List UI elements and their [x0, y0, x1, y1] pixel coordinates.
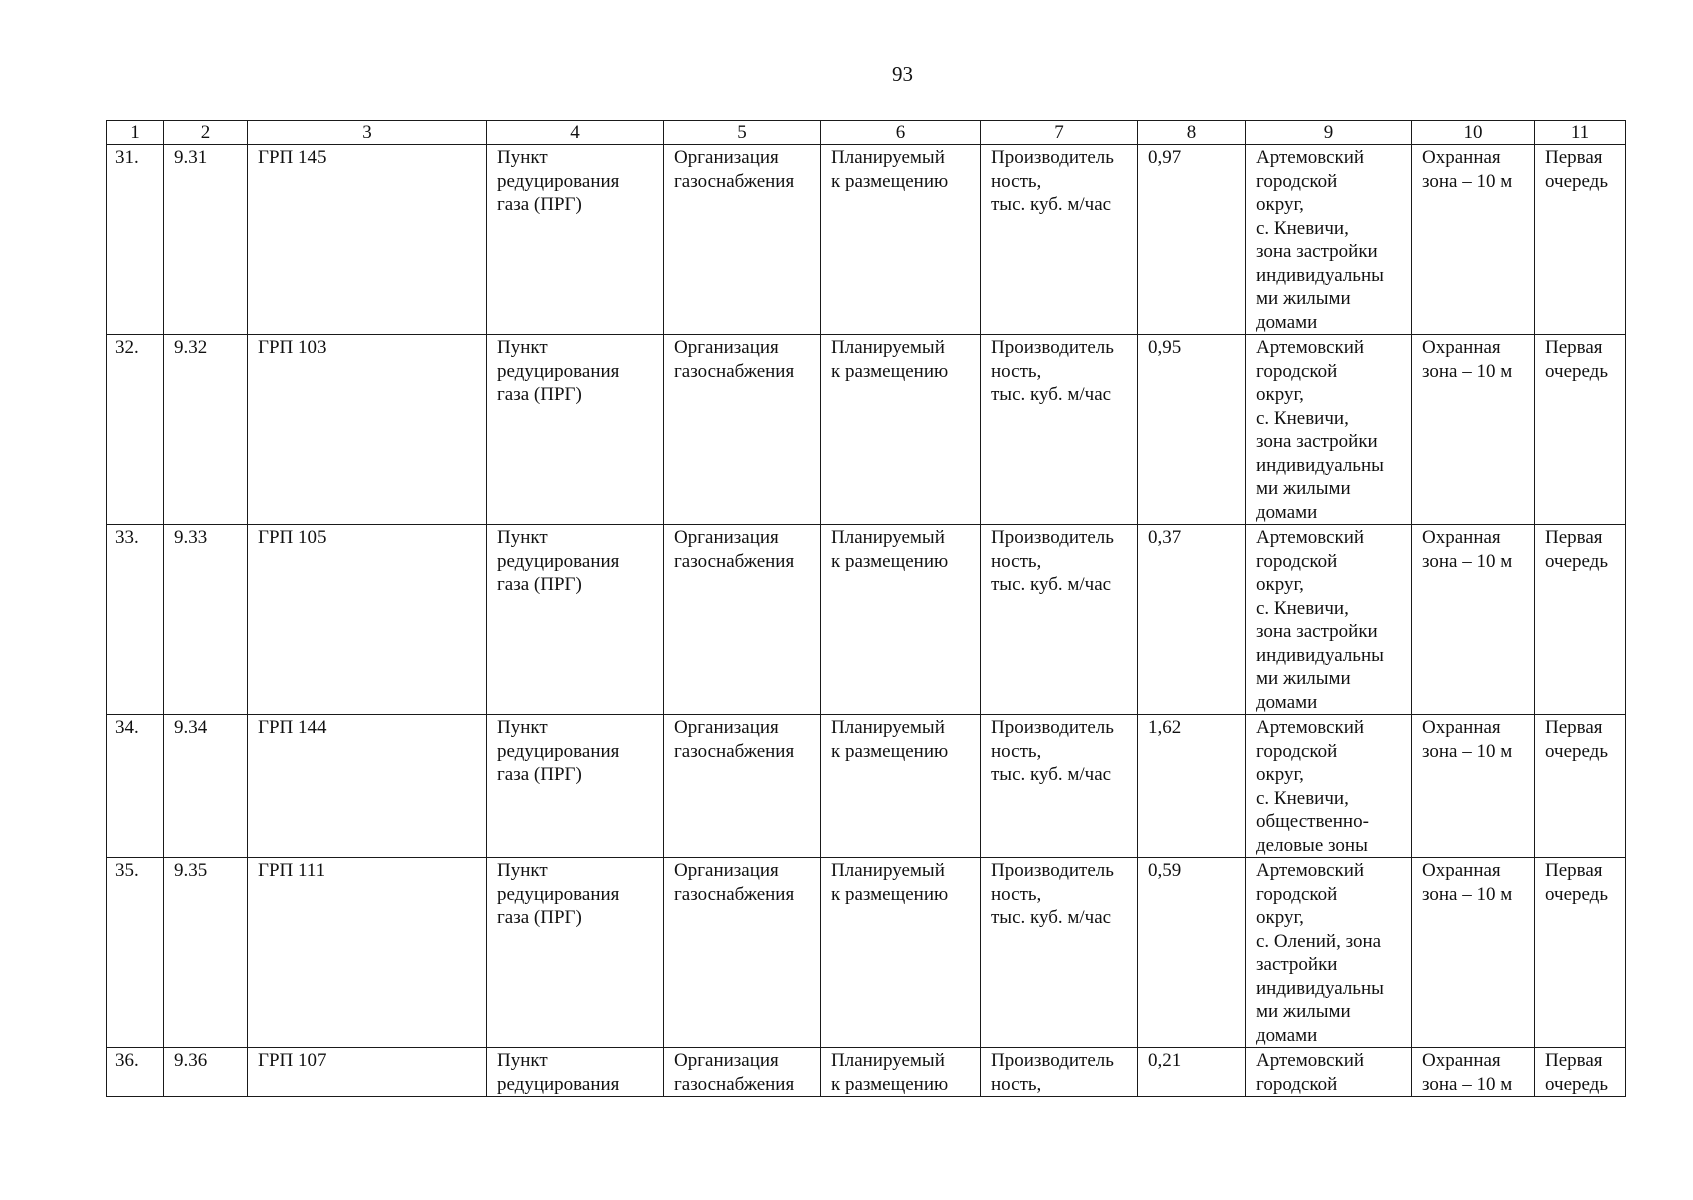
capacity-value: 0,21: [1138, 1048, 1246, 1097]
capacity-value: 0,95: [1138, 335, 1246, 525]
capacity-value: 0,97: [1138, 145, 1246, 335]
facility-purpose: Пункт редуцирования газа (ПРГ): [487, 145, 664, 335]
capacity-parameter: Производитель ность,: [981, 1048, 1138, 1097]
facility-location: Артемовский городской округ, с. Кневичи, зона застройки индивидуальны ми жилыми домами: [1246, 525, 1412, 715]
facility-status: Планируемый к размещению: [821, 525, 981, 715]
facility-name: ГРП 145: [248, 145, 487, 335]
protection-zone: Охранная зона – 10 м: [1412, 145, 1535, 335]
capacity-value: 0,37: [1138, 525, 1246, 715]
implementation-stage: Первая очередь: [1535, 1048, 1626, 1097]
capacity-parameter: Производитель ность, тыс. куб. м/час: [981, 335, 1138, 525]
column-header: 4: [487, 121, 664, 145]
facility-location: Артемовский городской округ, с. Олений, зона застройки индивидуальны ми жилыми домами: [1246, 858, 1412, 1048]
column-header: 9: [1246, 121, 1412, 145]
page-number: 93: [892, 62, 913, 86]
row-number: 35.: [107, 858, 164, 1048]
facility-name: ГРП 144: [248, 715, 487, 858]
facility-purpose: Пункт редуцирования: [487, 1048, 664, 1097]
capacity-value: 0,59: [1138, 858, 1246, 1048]
table-row: [107, 1048, 1626, 1097]
row-number: 31.: [107, 145, 164, 335]
column-header: 7: [981, 121, 1138, 145]
implementation-stage: Первая очередь: [1535, 335, 1626, 525]
column-header: 11: [1535, 121, 1626, 145]
implementation-stage: Первая очередь: [1535, 525, 1626, 715]
facility-status: Планируемый к размещению: [821, 1048, 981, 1097]
facility-name: ГРП 103: [248, 335, 487, 525]
column-header: 1: [107, 121, 164, 145]
facility-status: Планируемый к размещению: [821, 145, 981, 335]
facility-purpose: Пункт редуцирования газа (ПРГ): [487, 525, 664, 715]
row-number: 34.: [107, 715, 164, 858]
responsible-organization: Организация газоснабжения: [664, 858, 821, 1048]
facility-status: Планируемый к размещению: [821, 858, 981, 1048]
implementation-stage: Первая очередь: [1535, 858, 1626, 1048]
table-row: [107, 715, 1626, 858]
column-header: 8: [1138, 121, 1246, 145]
capacity-parameter: Производитель ность, тыс. куб. м/час: [981, 525, 1138, 715]
table-row: [107, 858, 1626, 1048]
row-code: 9.35: [164, 858, 248, 1048]
table-row: [107, 145, 1626, 335]
capacity-parameter: Производитель ность, тыс. куб. м/час: [981, 858, 1138, 1048]
gas-facilities-table: [106, 120, 1626, 1097]
implementation-stage: Первая очередь: [1535, 715, 1626, 858]
facility-location: Артемовский городской округ, с. Кневичи, зона застройки индивидуальны ми жилыми домами: [1246, 145, 1412, 335]
protection-zone: Охранная зона – 10 м: [1412, 715, 1535, 858]
row-number: 33.: [107, 525, 164, 715]
column-header: 2: [164, 121, 248, 145]
facility-purpose: Пункт редуцирования газа (ПРГ): [487, 335, 664, 525]
protection-zone: Охранная зона – 10 м: [1412, 525, 1535, 715]
responsible-organization: Организация газоснабжения: [664, 335, 821, 525]
responsible-organization: Организация газоснабжения: [664, 145, 821, 335]
facility-status: Планируемый к размещению: [821, 715, 981, 858]
table-row: [107, 335, 1626, 525]
capacity-parameter: Производитель ность, тыс. куб. м/час: [981, 715, 1138, 858]
row-number: 36.: [107, 1048, 164, 1097]
facility-purpose: Пункт редуцирования газа (ПРГ): [487, 858, 664, 1048]
column-header: 10: [1412, 121, 1535, 145]
facility-location: Артемовский городской: [1246, 1048, 1412, 1097]
row-code: 9.36: [164, 1048, 248, 1097]
row-code: 9.31: [164, 145, 248, 335]
column-header: 6: [821, 121, 981, 145]
facility-name: ГРП 111: [248, 858, 487, 1048]
row-number: 32.: [107, 335, 164, 525]
facility-location: Артемовский городской округ, с. Кневичи, общественно- деловые зоны: [1246, 715, 1412, 858]
facility-purpose: Пункт редуцирования газа (ПРГ): [487, 715, 664, 858]
row-code: 9.32: [164, 335, 248, 525]
capacity-value: 1,62: [1138, 715, 1246, 858]
column-header: 5: [664, 121, 821, 145]
protection-zone: Охранная зона – 10 м: [1412, 335, 1535, 525]
facility-status: Планируемый к размещению: [821, 335, 981, 525]
responsible-organization: Организация газоснабжения: [664, 525, 821, 715]
responsible-organization: Организация газоснабжения: [664, 1048, 821, 1097]
facility-name: ГРП 105: [248, 525, 487, 715]
implementation-stage: Первая очередь: [1535, 145, 1626, 335]
row-code: 9.33: [164, 525, 248, 715]
responsible-organization: Организация газоснабжения: [664, 715, 821, 858]
capacity-parameter: Производитель ность, тыс. куб. м/час: [981, 145, 1138, 335]
row-code: 9.34: [164, 715, 248, 858]
facility-name: ГРП 107: [248, 1048, 487, 1097]
protection-zone: Охранная зона – 10 м: [1412, 1048, 1535, 1097]
protection-zone: Охранная зона – 10 м: [1412, 858, 1535, 1048]
column-header: 3: [248, 121, 487, 145]
facility-location: Артемовский городской округ, с. Кневичи, зона застройки индивидуальны ми жилыми домами: [1246, 335, 1412, 525]
header-row: [107, 121, 1626, 145]
table-row: [107, 525, 1626, 715]
